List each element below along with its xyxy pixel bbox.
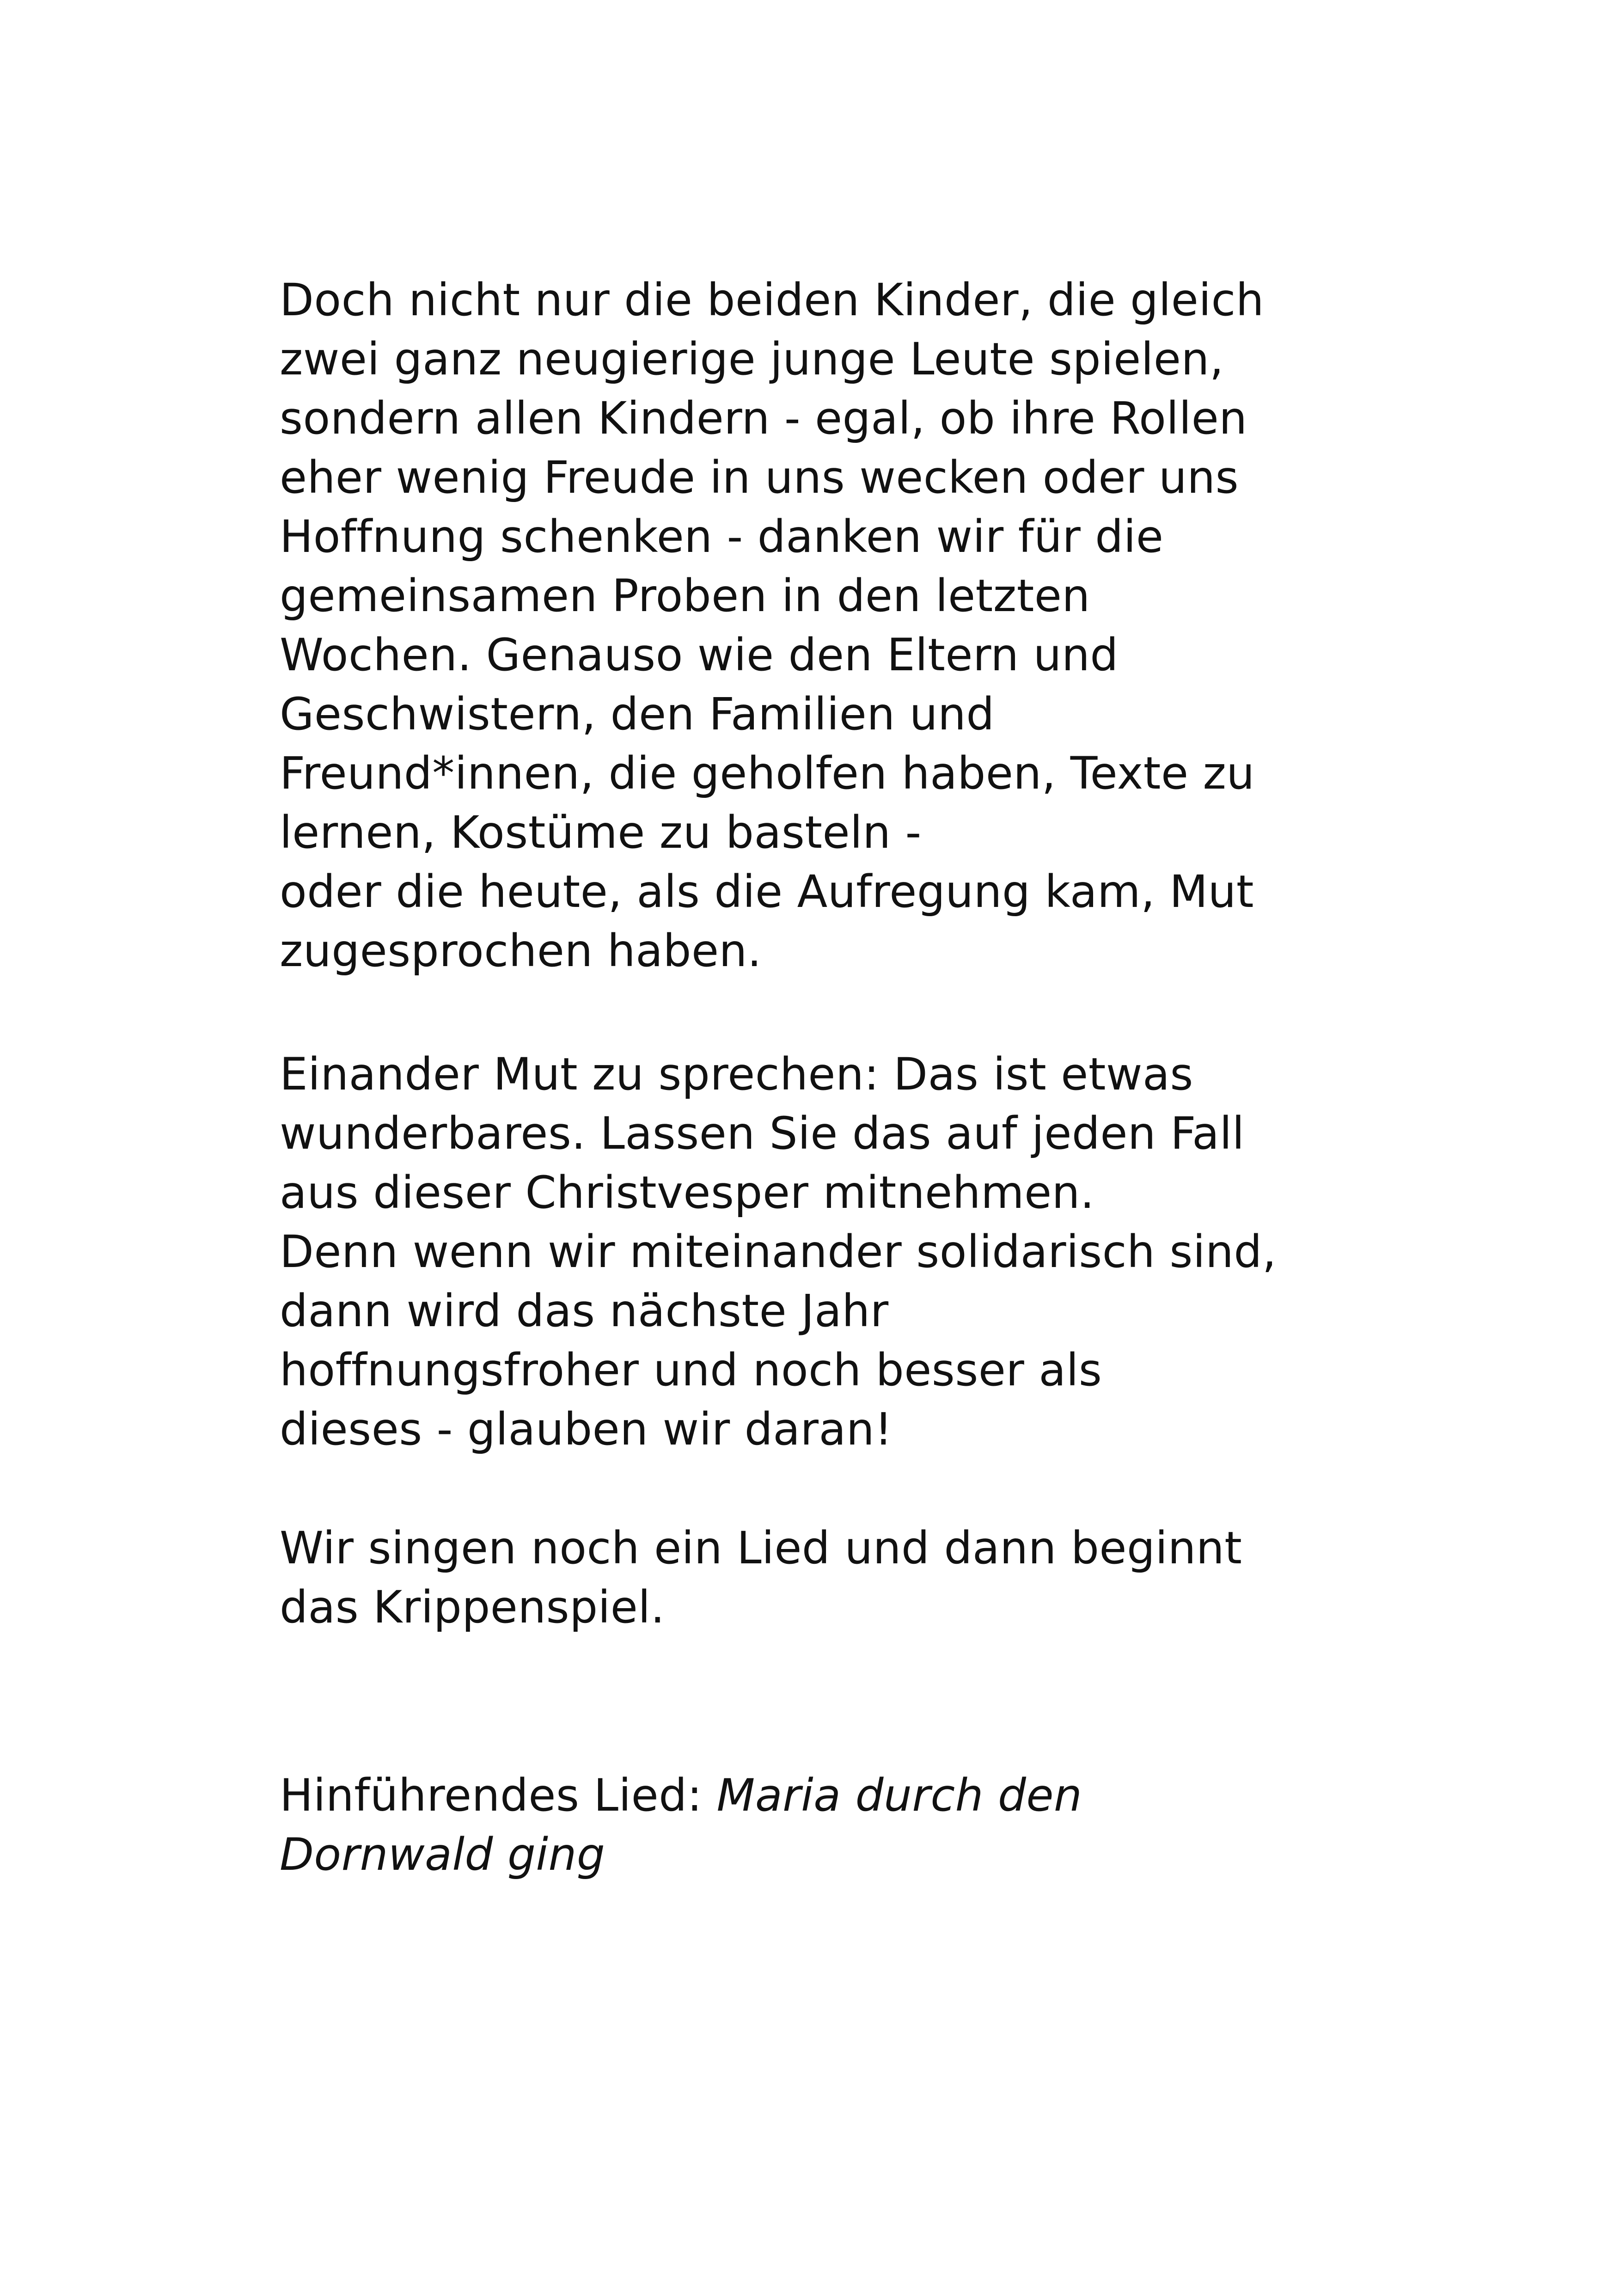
paragraph-announcement: [280, 1518, 1398, 1637]
text-line: das Krippenspiel.: [280, 1581, 665, 1633]
paragraph-encouragement: [280, 1045, 1398, 1459]
text-line: dieses - glauben wir daran!: [280, 1403, 893, 1455]
text-line: Wochen. Genauso wie den Eltern und: [280, 629, 1119, 681]
text-line: Doch nicht nur die beiden Kinder, die gleich: [280, 274, 1265, 326]
text-line: Denn wenn wir miteinander solidarisch sind,: [280, 1226, 1277, 1278]
text-line: aus dieser Christvesper mitnehmen.: [280, 1167, 1094, 1218]
text-line: eher wenig Freude in uns wecken oder uns: [280, 452, 1239, 503]
song-title-continued: Dornwald ging: [280, 1829, 605, 1880]
song-title: Maria durch den: [716, 1769, 1082, 1821]
text-line: Hoffnung schenken - danken wir für die: [280, 511, 1164, 563]
text-line: hoffnungsfroher und noch besser als: [280, 1344, 1102, 1396]
text-line: Wir singen noch ein Lied und dann beginnt: [280, 1522, 1242, 1574]
text-line: zugesprochen haben.: [280, 925, 762, 977]
text-line: wunderbares. Lassen Sie das auf jeden Fall: [280, 1108, 1245, 1159]
text-line: zwei ganz neugierige junge Leute spielen,: [280, 333, 1224, 385]
paragraph-thanks: [280, 270, 1398, 980]
text-line: dann wird das nächste Jahr: [280, 1285, 889, 1337]
song-label: Hinführendes Lied:: [280, 1769, 717, 1821]
song-line: [280, 1766, 1398, 1825]
text-line: lernen, Kostüme zu basteln -: [280, 807, 922, 858]
text-line: sondern allen Kindern - egal, ob ihre Rollen: [280, 392, 1247, 444]
text-line: oder die heute, als die Aufregung kam, Mut: [280, 866, 1254, 918]
text-line: gemeinsamen Proben in den letzten: [280, 570, 1090, 622]
song-reference: [280, 1766, 1398, 1884]
text-line: Einander Mut zu sprechen: Das ist etwas: [280, 1048, 1193, 1100]
text-line: Freund*innen, die geholfen haben, Texte zu: [280, 747, 1255, 799]
text-line: Geschwistern, den Familien und: [280, 688, 995, 740]
